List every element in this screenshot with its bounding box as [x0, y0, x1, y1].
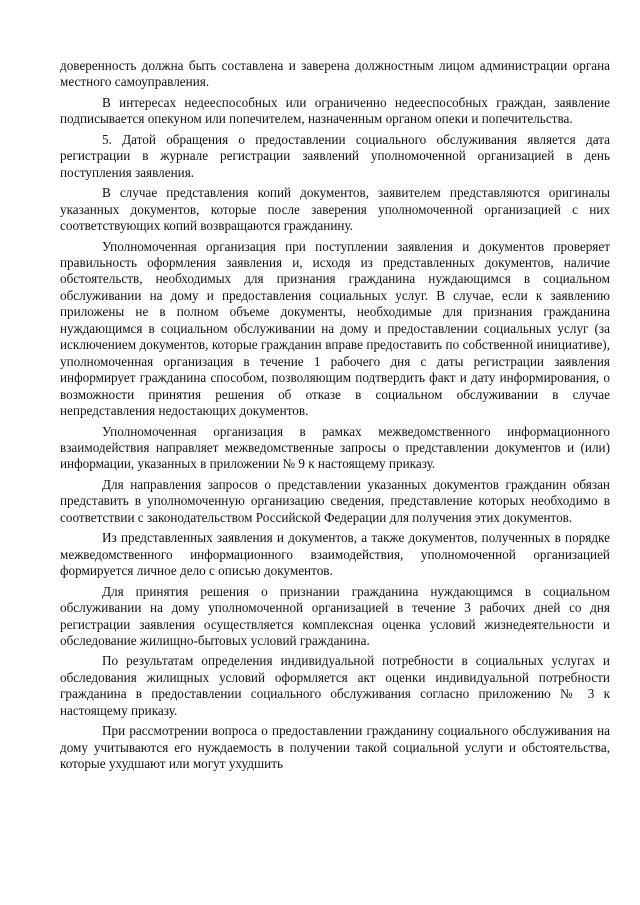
- paragraph-10: По результатам определения индивидуальной потребности в социальных услугах и обследования жилищных условий оформляется акт оценки индивидуальной потребности гражданина в предоставлении социального обслуживания согласно приложению № 3 к настоящему приказу.: [60, 653, 610, 718]
- paragraph-8: Из представленных заявления и документов, а также документов, полученных в порядке межведомственного информационного взаимодействия, уполномоченной организацией формируется личное дело с описью документов.: [60, 530, 610, 579]
- paragraph-2: В интересах недееспособных или ограниченно недееспособных граждан, заявление подписывается опекуном или попечителем, назначенным органом опеки и попечительства.: [60, 94, 610, 127]
- paragraph-3: 5. Датой обращения о предоставлении социального обслуживания является дата регистрации в журнале регистрации заявлений уполномоченной организацией в день поступления заявления.: [60, 131, 610, 180]
- paragraph-6: Уполномоченная организация в рамках межведомственного информационного взаимодействия направляет межведомственные запросы о представлении документов и (или) информации, указанных в приложении № 9 к настоящему приказу.: [60, 423, 610, 472]
- paragraph-9: Для принятия решения о признании гражданина нуждающимся в социальном обслуживании на дому уполномоченной организацией в течение 3 рабочих дней со дня регистрации заявления осуществляется комплексная оценка условий жизнедеятельности и обследование жилищно-бытовых условий гражданина.: [60, 583, 610, 648]
- paragraph-7: Для направления запросов о представлении указанных документов гражданин обязан представить в уполномоченную организацию сведения, представление которых необходимо в соответствии с законодательством Российской Федерации для получения этих документов.: [60, 476, 610, 525]
- paragraph-11: При рассмотрении вопроса о предоставлении гражданину социального обслуживания на дому учитываются его нуждаемость в получении такой социальной услуги и обстоятельства, которые ухудшают или могут ухудшить: [60, 723, 610, 772]
- paragraph-5: Уполномоченная организация при поступлении заявления и документов проверяет правильность оформления заявления и, исходя из представленных документов, наличие обстоятельств, необходимых для признания гражданина нуждающимся в социальном обслуживании на дому и предоставления социальных услуг. В случае, если к заявлению приложены не в полном объеме документы, необходимые для признания гражданина нуждающимся в социальном обслуживании на дому и предоставлении социальных услуг (за исключением документов, которые гражданин вправе предоставить по собственной инициативе), уполномоченная организация в течение 1 рабочего дня с даты регистрации заявления информирует гражданина способом, позволяющим подтвердить факт и дату информирования, о возможности принятия решения об отказе в социальном обслуживании в случае непредставления недостающих документов.: [60, 238, 610, 419]
- paragraph-4: В случае представления копий документов, заявителем представляются оригиналы указанных документов, которые после заверения уполномоченной организацией с них соответствующих копий возвращаются гражданину.: [60, 185, 610, 234]
- paragraph-1: доверенность должна быть составлена и заверена должностным лицом администрации органа местного самоуправления.: [60, 58, 610, 90]
- document-page: [60, 58, 610, 777]
